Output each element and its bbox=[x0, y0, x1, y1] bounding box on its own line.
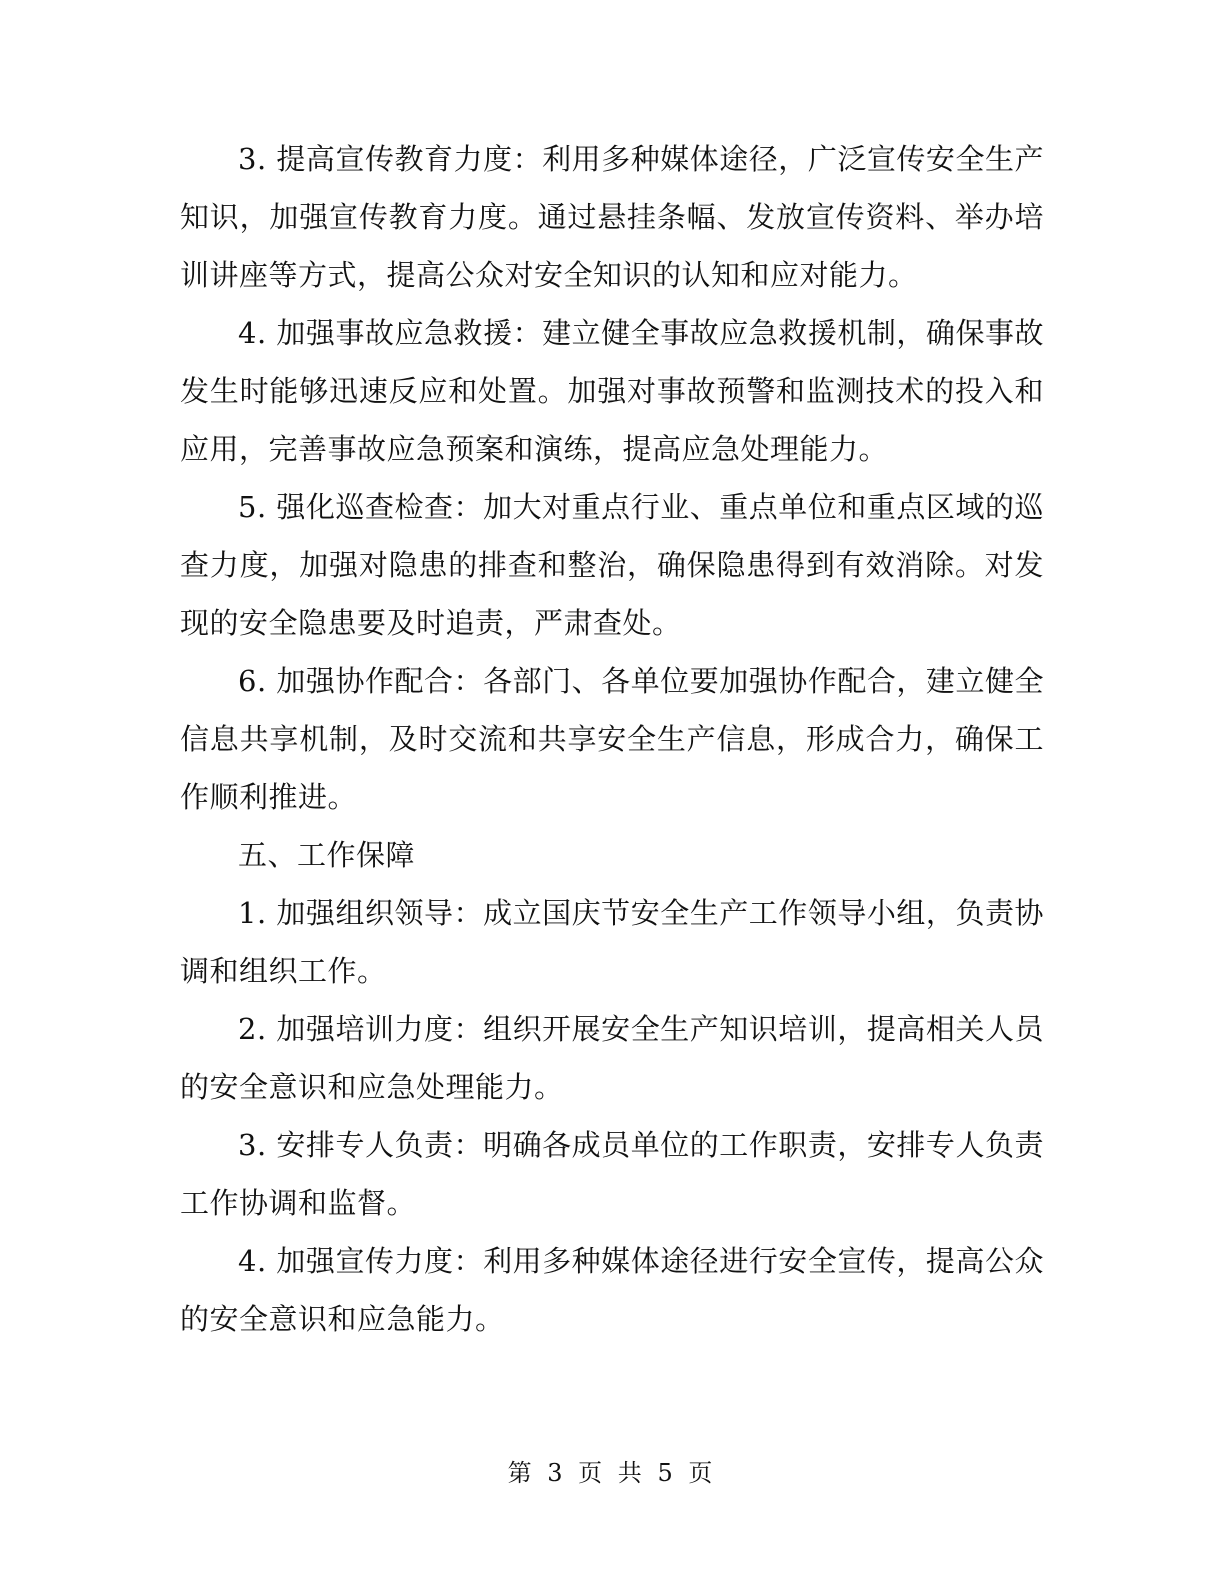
section-heading: 五、工作保障 bbox=[238, 838, 416, 872]
paragraph-section-item-4: 4. 加强宣传力度：利用多种媒体途径进行安全宣传，提高公众的安全意识和应急能力。 bbox=[180, 1244, 1044, 1336]
paragraph-item-4-emergency-rescue: 4. 加强事故应急救援：建立健全事故应急救援机制，确保事故发生时能够迅速反应和处置。加强对事故预警和监测技术的投入和应用，完善事故应急预案和演练，提高应急处理能力。 bbox=[180, 316, 1044, 466]
document-body bbox=[180, 130, 1044, 1348]
paragraph-item-3-publicity: 3. 提高宣传教育力度：利用多种媒体途径，广泛宣传安全生产知识，加强宣传教育力度。通过悬挂条幅、发放宣传资料、举办培训讲座等方式，提高公众对安全知识的认知和应对能力。 bbox=[180, 142, 1044, 292]
page-footer: 第 3 页 共 5 页 bbox=[507, 1459, 717, 1487]
paragraph-section-item-2: 2. 加强培训力度：组织开展安全生产知识培训，提高相关人员的安全意识和应急处理能力。 bbox=[180, 1012, 1044, 1104]
paragraph-item-5-inspection: 5. 强化巡查检查：加大对重点行业、重点单位和重点区域的巡查力度，加强对隐患的排查和整治，确保隐患得到有效消除。对发现的安全隐患要及时追责，严肃查处。 bbox=[180, 490, 1044, 640]
paragraph-section-item-3: 3. 安排专人负责：明确各成员单位的工作职责，安排专人负责工作协调和监督。 bbox=[180, 1128, 1044, 1220]
paragraph-section-item-1: 1. 加强组织领导：成立国庆节安全生产工作领导小组，负责协调和组织工作。 bbox=[180, 896, 1044, 988]
paragraph-item-6-coordination: 6. 加强协作配合：各部门、各单位要加强协作配合，建立健全信息共享机制，及时交流和共享安全生产信息，形成合力，确保工作顺利推进。 bbox=[180, 664, 1044, 814]
